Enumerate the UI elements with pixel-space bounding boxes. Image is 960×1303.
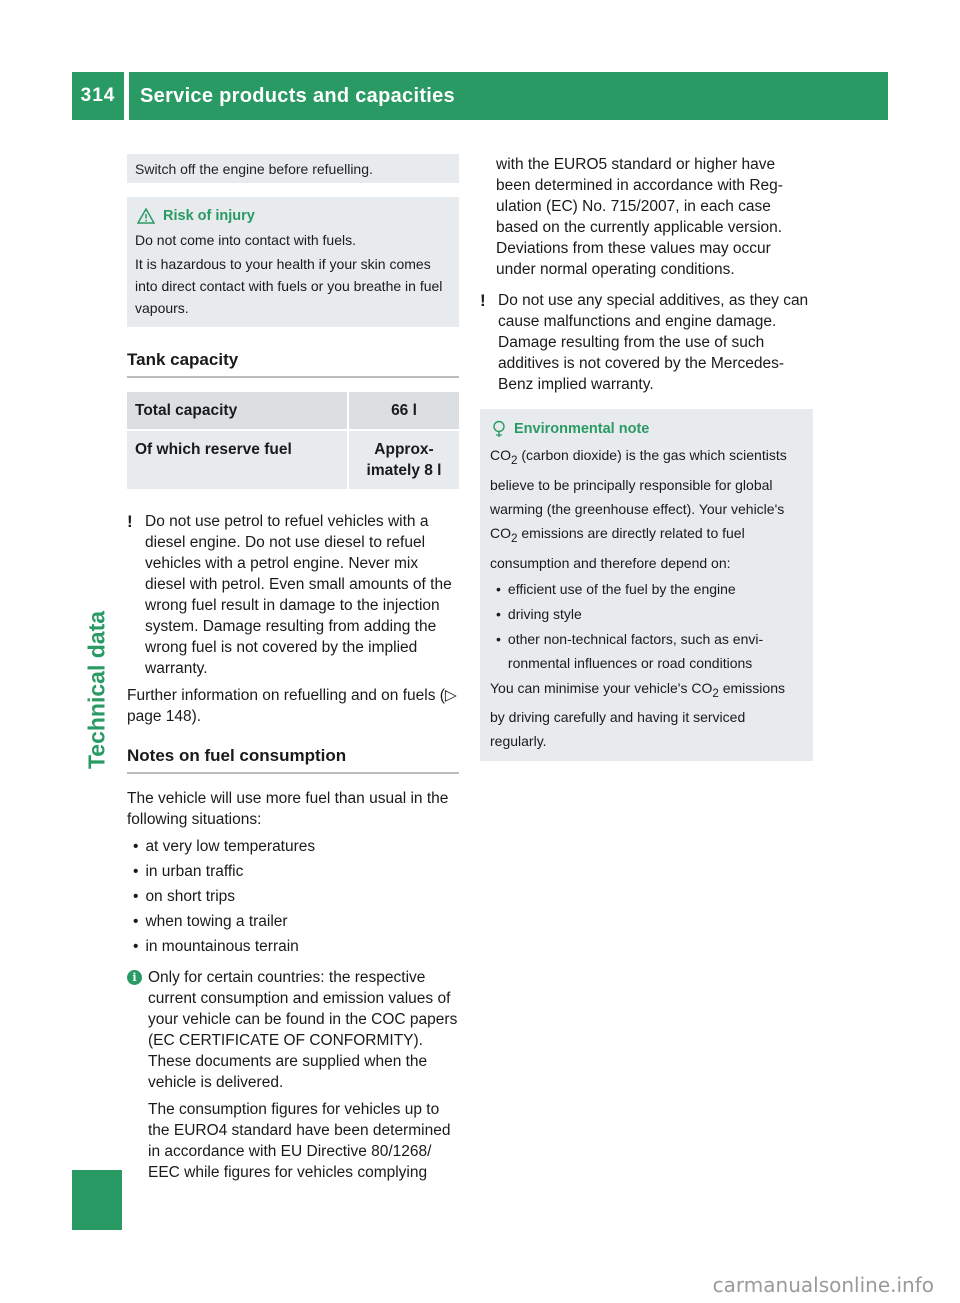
environmental-note-title (492, 417, 803, 441)
environmental-text-1-body: (carbon dioxide) is the gas which scientists believe to be principally responsible for global warming (the greenhouse effect). Your vehicle's CO (490, 447, 787, 541)
list-item-text: driving style (507, 605, 582, 622)
further-info-text: Further information on refuelling and on fuels (▷ page 148). (127, 687, 457, 725)
info-icon: i (127, 970, 142, 985)
list-item-text: at very low temperatures (145, 838, 316, 855)
side-tab (72, 1170, 122, 1230)
fuel-intro-text: The vehicle will use more fuel than usual in the following situations: (127, 790, 449, 828)
list-item (127, 911, 459, 932)
list-item-text: in urban traffic (145, 863, 244, 880)
right-column (480, 154, 813, 761)
warning-triangle-icon (137, 208, 155, 224)
bullet-icon: • (133, 838, 139, 855)
fuel-consumption-heading: Notes on fuel consumption (127, 745, 459, 774)
list-item (490, 627, 803, 675)
info-note (127, 967, 459, 1183)
environmental-note-title-text: Environmental note (514, 421, 650, 437)
page-title: Service products and capacities (140, 84, 455, 107)
risk-text-1: Do not come into contact with fuels. (135, 232, 356, 248)
environmental-text-2-start: You can minimise your vehicle's CO (490, 679, 713, 696)
tank-capacity-heading: Tank capacity (127, 349, 459, 378)
petrol-warning (127, 511, 459, 679)
table-cell-value: 66 l (347, 392, 459, 429)
table-row (127, 392, 459, 429)
environmental-text-1 (490, 443, 803, 575)
co2-subscript: 2 (511, 531, 518, 545)
additive-warning-text: Do not use any special additives, as they can cause malfunctions and engine damage. Damage resulting from the use of such additives is not covered by the Mercedes-Benz implied warranty. (498, 292, 809, 393)
list-item-text: in mountainous terrain (145, 938, 299, 955)
list-item-text: on short trips (145, 888, 236, 905)
list-item (127, 861, 459, 882)
risk-title-text: Risk of injury (163, 208, 255, 224)
list-item-text: other non-technical factors, such as environmental influences or road conditions (507, 630, 764, 671)
bullet-icon: • (496, 630, 501, 647)
bullet-icon: • (496, 580, 501, 597)
tank-capacity-table (127, 392, 459, 489)
table-row (127, 429, 459, 489)
list-item-text: when towing a trailer (145, 913, 288, 930)
exclamation-icon: ! (480, 291, 486, 310)
table-cell-value: Approximately 8 l (347, 429, 459, 489)
bullet-icon: • (496, 605, 501, 622)
table-cell-label: Of which reserve fuel (127, 429, 347, 489)
info-text-2: The consumption figures for vehicles up to the EURO4 standard have been determined in accordance with EU Directive 80/1268/ EEC while figures for vehicles complying (148, 1101, 451, 1181)
list-item (127, 936, 459, 957)
environmental-note-box (480, 409, 813, 761)
exclamation-icon: ! (127, 512, 133, 531)
list-item (490, 577, 803, 601)
info-text-1: Only for certain countries: the respective current consumption and emission values of your vehicle can be found in the COC papers (EC CERTIFICATE OF CONFORMITY). These documents are supplied when the vehicle is delivered. (148, 969, 458, 1091)
petrol-warning-text: Do not use petrol to refuel vehicles with a diesel engine. Do not use diesel to refuel vehicles with a petrol engine. Never mix diesel with petrol. Even small amounts of the wrong fuel result in damage to the injection system. Damage resulting from adding the wrong fuel is not covered by the implied warranty. (145, 513, 452, 677)
list-item (490, 602, 803, 626)
bullet-icon: • (133, 863, 139, 880)
fuel-situation-list (127, 836, 459, 957)
bullet-icon: • (133, 913, 139, 930)
left-column (127, 154, 459, 1183)
additive-warning (480, 290, 813, 395)
environmental-text-2-end: emissions by driving carefully and having it serviced regularly. (490, 679, 785, 750)
lightbulb-icon (492, 420, 506, 438)
switch-off-note: Switch off the engine before refuelling. (127, 154, 459, 183)
bullet-icon: • (133, 938, 139, 955)
co2-label: CO (490, 447, 511, 463)
table-cell-label: Total capacity (127, 392, 347, 429)
header-divider (124, 72, 129, 120)
bullet-icon: • (133, 888, 139, 905)
side-section-label: Technical data (83, 610, 110, 770)
environmental-text-2 (490, 676, 803, 754)
environmental-factor-list (490, 577, 803, 675)
list-item-text: efficient use of the fuel by the engine (507, 580, 736, 597)
risk-warning-box (127, 197, 459, 327)
list-item (127, 836, 459, 857)
euro5-continuation-text: with the EURO5 standard or higher have been determined in accordance with Regulation (EC) No. 715/2007, in each case based on the currently applicable version. Deviations from these values may occur under normal operating conditions. (496, 156, 783, 278)
co2-subscript: 2 (511, 453, 518, 467)
watermark: carmanualsonline.info (712, 1273, 934, 1297)
risk-title (137, 205, 451, 227)
page-number: 314 (80, 85, 116, 106)
list-item (127, 886, 459, 907)
co2-subscript: 2 (712, 686, 719, 700)
environmental-text-1-end: emissions are directly related to fuel consumption and therefore depend on: (490, 524, 745, 571)
risk-text-2: It is hazardous to your health if your skin comes into direct contact with fuels or you breathe in fuel vapours. (135, 256, 443, 316)
